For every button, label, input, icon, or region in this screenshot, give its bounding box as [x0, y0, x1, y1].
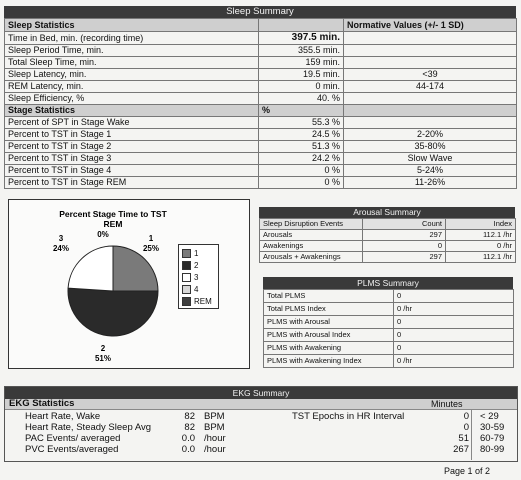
plms-summary-title: PLMS Summary: [263, 277, 513, 289]
table-row: PVC Events/averaged 0.0 /hour 267 80-99: [25, 444, 505, 455]
sleep-summary-section: [4, 6, 516, 189]
arousal-summary-section: [259, 207, 515, 263]
arousal-summary-title: Arousal Summary: [259, 207, 515, 218]
ekg-stats-header: EKG Statistics: [9, 398, 75, 409]
table-row: PAC Events/ averaged 0.0 /hour 51 60-79: [25, 433, 505, 444]
table-row: PLMS with Arousal 0: [264, 316, 514, 329]
sleep-summary-table: [4, 18, 517, 189]
table-row: Awakenings 0 0 /hr: [260, 241, 516, 252]
table-row: Total PLMS 0: [264, 290, 514, 303]
pie-label-name-3: 3: [58, 234, 64, 243]
legend-item-REM: [182, 295, 216, 307]
table-row: Percent to TST in Stage 1 24.5 % 2-20%: [5, 129, 517, 141]
pie-slice-stage-3: [68, 246, 113, 291]
pie-label-pct-2: 51%: [94, 354, 112, 363]
table-row: Heart Rate, Steady Sleep Avg 82 BPM 0 30-59: [25, 422, 505, 433]
table-row: Percent to TST in Stage 2 51.3 % 35-80%: [5, 141, 517, 153]
stage-stats-header-row: [5, 105, 517, 117]
legend-swatch-REM: [182, 297, 191, 306]
sleep-stats-header: Sleep Statistics: [5, 19, 259, 32]
table-row: PLMS with Awakening 0: [264, 342, 514, 355]
ekg-summary-section: [4, 386, 518, 462]
table-row: Total PLMS Index 0 /hr: [264, 303, 514, 316]
table-row: Percent of SPT in Stage Wake 55.3 %: [5, 117, 517, 129]
table-row: Sleep Latency, min. 19.5 min. <39: [5, 69, 517, 81]
chart-legend: [178, 244, 219, 309]
table-row: PLMS with Arousal Index 0: [264, 329, 514, 342]
table-row: Percent to TST in Stage 4 0 % 5-24%: [5, 165, 517, 177]
plms-table: [263, 289, 514, 368]
pie-label-name-2: 2: [100, 344, 106, 353]
pie-label-pct-3: 24%: [52, 244, 70, 253]
table-row: Percent to TST in Stage REM 0 % 11-26%: [5, 177, 517, 189]
pie-label-name-1: 1: [148, 234, 154, 243]
stage-stats-header: Stage Statistics: [5, 105, 259, 117]
legend-label-1: 1: [194, 248, 199, 258]
normative-header: Normative Values (+/- 1 SD): [344, 19, 517, 32]
table-row: PLMS with Awakening Index 0 /hr: [264, 355, 514, 368]
table-row: Arousals + Awakenings 297 112.1 /hr: [260, 252, 516, 263]
stage-unit: %: [259, 105, 344, 117]
ekg-summary-title: EKG Summary: [5, 387, 517, 399]
pie-label-pct-4: 0%: [97, 230, 109, 239]
legend-item-4: [182, 283, 216, 295]
arousal-table: [259, 218, 516, 263]
table-row: Time in Bed, min. (recording time) 397.5 min.: [5, 32, 517, 45]
chart-title: Percent Stage Time to TST: [59, 209, 167, 219]
legend-label-4: 4: [194, 284, 199, 294]
range-column-divider: [471, 410, 472, 460]
arousal-header-row: Sleep Disruption Events Count Index: [260, 219, 516, 230]
stage-pie-chart-panel: [8, 199, 250, 369]
pie-label-pct-1: 25%: [142, 244, 160, 253]
minutes-header: Minutes: [431, 399, 463, 409]
table-row: Heart Rate, Wake 82 BPM TST Epochs in HR Interval 0 < 29: [25, 411, 499, 422]
table-row: Sleep Period Time, min. 355.5 min.: [5, 45, 517, 57]
legend-item-3: [182, 271, 216, 283]
page-number: Page 1 of 2: [444, 466, 491, 476]
legend-label-REM: REM: [194, 296, 212, 306]
legend-swatch-3: [182, 273, 191, 282]
table-row: REM Latency, min. 0 min. 44-174: [5, 81, 517, 93]
table-row: Total Sleep Time, min. 159 min.: [5, 57, 517, 69]
legend-label-2: 2: [194, 260, 199, 270]
table-row: Sleep Efficiency, % 40. %: [5, 93, 517, 105]
legend-item-2: [182, 259, 216, 271]
sleep-stats-header-row: [5, 19, 517, 32]
legend-label-3: 3: [194, 272, 199, 282]
legend-swatch-2: [182, 261, 191, 270]
ekg-table: [5, 411, 517, 455]
chart-subtitle: REM: [103, 219, 123, 229]
legend-swatch-1: [182, 249, 191, 258]
ekg-stats-header-row: [5, 399, 517, 410]
plms-summary-section: [263, 277, 513, 368]
table-row: Arousals 297 112.1 /hr: [260, 230, 516, 241]
table-row: Percent to TST in Stage 3 24.2 % Slow Wave: [5, 153, 517, 165]
sleep-summary-title: Sleep Summary: [4, 6, 516, 18]
legend-swatch-4: [182, 285, 191, 294]
pie-slice-stage-2: [68, 288, 158, 336]
legend-item-1: [182, 247, 216, 259]
